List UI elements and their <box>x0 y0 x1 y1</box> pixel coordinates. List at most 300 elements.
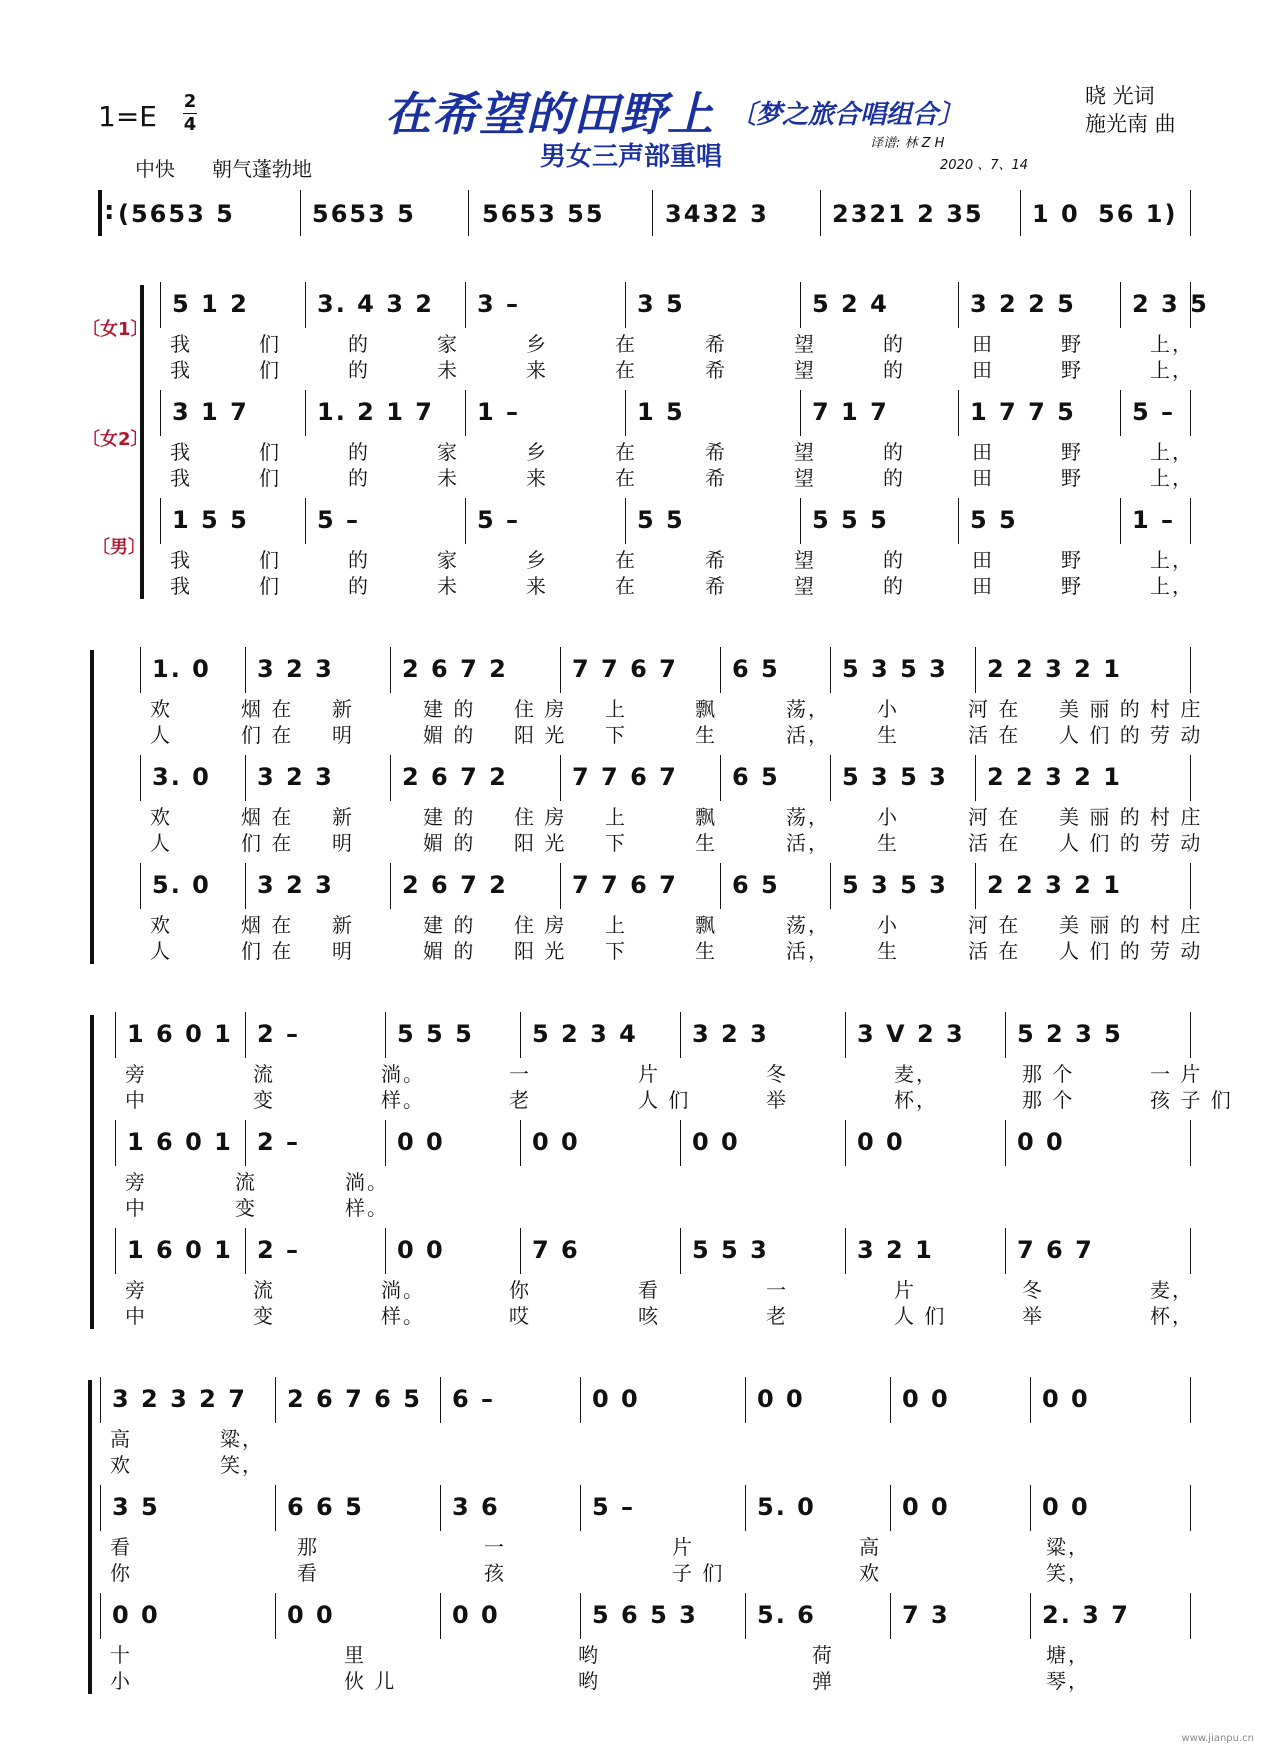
bar-line <box>1120 498 1121 544</box>
lyric-word: 样。 <box>381 1304 425 1328</box>
bar-line <box>390 863 391 909</box>
measure-notes: 7 7 6 7 <box>572 763 678 791</box>
bar-line <box>800 498 801 544</box>
lyric-word: 媚 的 <box>423 831 476 855</box>
measure-notes: 0 0 <box>1017 1128 1065 1156</box>
measure-notes: 5. 0 <box>152 871 211 899</box>
lyric-word: 野 <box>1061 574 1083 598</box>
bar-line <box>1190 390 1191 436</box>
lyric-word: 旁 <box>125 1278 147 1302</box>
measure-notes: 3 2 3 2 7 <box>112 1385 247 1413</box>
measure-notes: 5 3 5 3 <box>842 871 948 899</box>
measure-notes: 3 2 3 <box>257 871 334 899</box>
part-label-male: 〔男〕 <box>92 537 146 558</box>
bar-line <box>1190 1228 1191 1274</box>
measure-notes: 5 3 5 3 <box>842 763 948 791</box>
lyric-word: 片 <box>638 1062 660 1086</box>
meter-bottom: 4 <box>183 114 197 135</box>
system-brace <box>90 650 94 964</box>
measure-notes: 3 6 <box>452 1493 500 1521</box>
lyric-word: 片 <box>672 1535 694 1559</box>
lyric-word: 们 <box>259 440 281 464</box>
lyric-word: 淌。 <box>381 1278 425 1302</box>
lyric-word: 流 <box>253 1278 275 1302</box>
transcriber-credit: 译谱: 林 Z H <box>870 136 945 151</box>
lyric-word: 生 <box>695 831 717 855</box>
lyric-word: 人 们 <box>638 1088 691 1112</box>
lyric-word: 望 <box>794 358 816 382</box>
lyric-word: 我 <box>170 466 192 490</box>
lyric-word: 来 <box>526 466 548 490</box>
bar-line <box>1120 390 1121 436</box>
measure-notes: 6 5 <box>732 655 780 683</box>
bar-line <box>140 755 141 801</box>
bar-line <box>1190 1012 1191 1058</box>
bar-line <box>720 863 721 909</box>
bar-line <box>560 755 561 801</box>
lyric-word: 生 <box>877 939 899 963</box>
lyric-word: 片 <box>894 1278 916 1302</box>
bar-line <box>115 1120 116 1166</box>
lyric-word: 荷 <box>812 1643 834 1667</box>
lyric-word: 冬 <box>1022 1278 1044 1302</box>
lyric-word: 上， <box>1150 332 1194 356</box>
lyric-word: 高 <box>859 1535 881 1559</box>
lyric-word: 活 在 <box>968 939 1021 963</box>
lyric-word: 中 <box>125 1088 147 1112</box>
measure-notes: 7 7 6 7 <box>572 871 678 899</box>
lyric-word: 小 <box>110 1669 132 1693</box>
measure-notes: 3. 4 3 2 <box>317 290 434 318</box>
lyric-word: 那 个 <box>1022 1062 1075 1086</box>
bar-line <box>440 1485 441 1531</box>
measure-notes: 0 0 <box>592 1385 640 1413</box>
bar-line <box>745 1485 746 1531</box>
key-signature: 1=E <box>98 100 157 133</box>
lyric-word: 的 <box>883 548 905 572</box>
bar-line <box>100 1377 101 1423</box>
lyric-word: 媚 的 <box>423 723 476 747</box>
bar-line <box>390 647 391 693</box>
lyric-word: 流 <box>253 1062 275 1086</box>
bar-line <box>890 1593 891 1639</box>
lyric-word: 的 <box>883 332 905 356</box>
bar-line <box>1190 755 1191 801</box>
performer-label: 〔梦之旅合唱组合〕 <box>730 100 965 130</box>
measure-notes: 5 – <box>317 506 361 534</box>
lyric-word: 上 <box>605 805 627 829</box>
lyric-word: 杯， <box>1150 1304 1194 1328</box>
lyric-word: 在 <box>615 358 637 382</box>
measure-notes: 3 2 3 <box>692 1020 769 1048</box>
lyric-word: 生 <box>877 831 899 855</box>
bar-line <box>140 647 141 693</box>
bar-line <box>580 1377 581 1423</box>
bar-line <box>385 1012 386 1058</box>
lyric-word: 欢 <box>150 697 172 721</box>
lyric-word: 生 <box>695 723 717 747</box>
bar-line <box>1030 1377 1031 1423</box>
lyric-word: 住 房 <box>514 805 567 829</box>
measure-notes: 3 5 <box>637 290 685 318</box>
measure-notes: 5 5 5 <box>397 1020 474 1048</box>
lyric-word: 中 <box>125 1304 147 1328</box>
lyric-word: 们 <box>259 466 281 490</box>
lyric-word: 旁 <box>125 1170 147 1194</box>
measure-notes: 5. 0 <box>757 1493 816 1521</box>
bar-line <box>1005 1012 1006 1058</box>
measure-notes: 1 – <box>1132 506 1176 534</box>
lyric-word: 在 <box>615 548 637 572</box>
measure-notes: 5 – <box>592 1493 636 1521</box>
lyric-word: 笑， <box>1046 1561 1090 1585</box>
lyric-word: 变 <box>253 1088 275 1112</box>
lyric-word: 淌。 <box>381 1062 425 1086</box>
lyric-word: 望 <box>794 548 816 572</box>
lyric-word: 活 在 <box>968 723 1021 747</box>
bar-line <box>160 282 161 328</box>
measure-notes: 0 0 <box>692 1128 740 1156</box>
bar-line <box>465 282 466 328</box>
measure-notes: 2. 3 7 <box>1042 1601 1130 1629</box>
bar-line <box>385 1120 386 1166</box>
lyric-word: 的 <box>883 358 905 382</box>
measure-notes: 2 – <box>257 1236 301 1264</box>
intro-measure: 1 0 <box>1032 200 1080 228</box>
measure-notes: 1 6 0 1 <box>127 1128 233 1156</box>
bar-line <box>390 755 391 801</box>
lyric-word: 望 <box>794 332 816 356</box>
lyric-word: 的 <box>348 574 370 598</box>
lyric-word: 未 <box>437 358 459 382</box>
lyric-word: 建 的 <box>423 913 476 937</box>
site-watermark: www.jianpu.cn <box>1181 1733 1254 1744</box>
measure-notes: 0 0 <box>532 1128 580 1156</box>
bar-line <box>745 1593 746 1639</box>
lyric-word: 村 庄 <box>1150 913 1203 937</box>
lyric-word: 变 <box>235 1196 257 1220</box>
lyric-word: 人 们 的 <box>1059 831 1142 855</box>
bar-line <box>275 1377 276 1423</box>
part-label-female2: 〔女2〕 <box>82 429 149 450</box>
measure-notes: 6 6 5 <box>287 1493 364 1521</box>
system-brace <box>140 285 144 599</box>
lyric-word: 们 在 <box>241 939 294 963</box>
bar-line <box>520 1228 521 1274</box>
lyric-word: 上， <box>1150 574 1194 598</box>
measure-notes: 0 0 <box>902 1493 950 1521</box>
measure-notes: 2 2 3 2 1 <box>987 871 1122 899</box>
lyric-word: 的 <box>348 332 370 356</box>
lyric-word: 人 <box>150 939 172 963</box>
measure-notes: 6 5 <box>732 871 780 899</box>
lyric-word: 举 <box>766 1088 788 1112</box>
lyric-word: 希 <box>705 440 727 464</box>
measure-notes: 3 2 3 <box>257 655 334 683</box>
bar-line <box>845 1120 846 1166</box>
lyric-word: 飘 <box>695 697 717 721</box>
bar-line <box>115 1228 116 1274</box>
lyric-word: 塘， <box>1046 1643 1090 1667</box>
lyric-word: 上 <box>605 697 627 721</box>
lyric-word: 美 丽 的 <box>1059 913 1142 937</box>
lyric-word: 活， <box>786 723 830 747</box>
lyric-word: 未 <box>437 574 459 598</box>
bar-line <box>580 1593 581 1639</box>
lyric-word: 们 <box>259 548 281 572</box>
bar-line <box>385 1228 386 1274</box>
lyric-word: 麦， <box>1150 1278 1194 1302</box>
measure-notes: 3 V 2 3 <box>857 1020 965 1048</box>
lyric-word: 我 <box>170 548 192 572</box>
lyric-word: 媚 的 <box>423 939 476 963</box>
lyric-word: 在 <box>615 332 637 356</box>
lyric-word: 下 <box>605 831 627 855</box>
lyric-word: 美 丽 的 <box>1059 805 1142 829</box>
lyric-word: 住 房 <box>514 697 567 721</box>
lyric-word: 欢 <box>110 1453 132 1477</box>
lyric-word: 上， <box>1150 548 1194 572</box>
lyric-word: 望 <box>794 440 816 464</box>
lyric-word: 家 <box>437 440 459 464</box>
lyric-word: 们 <box>259 332 281 356</box>
time-signature <box>180 92 200 135</box>
lyric-word: 我 <box>170 440 192 464</box>
intro-measure: (5653 5 <box>118 200 235 228</box>
tempo-marking: 中快 <box>135 157 175 181</box>
measure-notes: 2 2 3 2 1 <box>987 655 1122 683</box>
bar-line <box>465 390 466 436</box>
lyric-word: 粱， <box>220 1427 264 1451</box>
bar-line <box>245 1120 246 1166</box>
measure-notes: 1 7 7 5 <box>970 398 1076 426</box>
measure-notes: 7 6 7 <box>1017 1236 1094 1264</box>
lyric-word: 旁 <box>125 1062 147 1086</box>
bar-line <box>890 1377 891 1423</box>
measure-notes: 5 5 <box>637 506 685 534</box>
lyric-word: 流 <box>235 1170 257 1194</box>
lyric-word: 明 <box>332 723 354 747</box>
measure-notes: 1 – <box>477 398 521 426</box>
lyric-word: 荡， <box>786 697 830 721</box>
lyric-word: 在 <box>615 574 637 598</box>
lyric-word: 田 <box>972 466 994 490</box>
lyric-word: 杯， <box>894 1088 938 1112</box>
measure-notes: 1 5 5 <box>172 506 249 534</box>
lyric-word: 建 的 <box>423 805 476 829</box>
measure-notes: 5. 6 <box>757 1601 816 1629</box>
lyric-word: 欢 <box>150 913 172 937</box>
bar-line <box>100 1485 101 1531</box>
bar-line <box>520 1012 521 1058</box>
lyric-word: 你 <box>110 1561 132 1585</box>
lyric-word: 希 <box>705 466 727 490</box>
lyric-word: 的 <box>883 574 905 598</box>
lyric-word: 田 <box>972 548 994 572</box>
transcription-date: 2020 、7、14 <box>940 158 1029 173</box>
bar-line <box>680 1228 681 1274</box>
lyric-word: 冬 <box>766 1062 788 1086</box>
composer-credit: 施光南 曲 <box>1085 112 1176 136</box>
measure-notes: 3 2 2 5 <box>970 290 1076 318</box>
bar-line <box>720 755 721 801</box>
lyric-word: 野 <box>1061 548 1083 572</box>
bar-line <box>560 647 561 693</box>
bar-line <box>720 647 721 693</box>
lyric-word: 的 <box>348 466 370 490</box>
measure-notes: 6 – <box>452 1385 496 1413</box>
lyric-word: 野 <box>1061 466 1083 490</box>
bar-line <box>975 647 976 693</box>
bar-line <box>975 863 976 909</box>
measure-notes: 2 3 5 <box>1132 290 1209 318</box>
bar-line <box>958 282 959 328</box>
bar-line <box>245 1228 246 1274</box>
bar-line <box>245 1012 246 1058</box>
intro-measure: 3432 3 <box>665 200 769 228</box>
lyric-word: 家 <box>437 548 459 572</box>
measure-notes: 0 0 <box>857 1128 905 1156</box>
bar-line <box>1190 1485 1191 1531</box>
lyric-word: 家 <box>437 332 459 356</box>
measure-notes: 3 – <box>477 290 521 318</box>
bar-line <box>800 282 801 328</box>
bar-line <box>1190 1377 1191 1423</box>
measure-notes: 5 1 2 <box>172 290 249 318</box>
lyric-word: 的 <box>348 440 370 464</box>
lyric-word: 活 在 <box>968 831 1021 855</box>
bar-line <box>1190 863 1191 909</box>
lyric-word: 烟 在 <box>241 805 294 829</box>
lyric-word: 阳 光 <box>514 723 567 747</box>
bar-line <box>958 498 959 544</box>
lyric-word: 那 个 <box>1022 1088 1075 1112</box>
bar-line <box>305 390 306 436</box>
lyric-word: 们 在 <box>241 723 294 747</box>
measure-notes: 2 6 7 2 <box>402 871 508 899</box>
measure-notes: 3 2 1 <box>857 1236 934 1264</box>
meter-top: 2 <box>183 91 197 112</box>
bar-line <box>1190 1120 1191 1166</box>
lyric-word: 希 <box>705 332 727 356</box>
lyric-word: 望 <box>794 466 816 490</box>
bar-line <box>680 1120 681 1166</box>
lyric-word: 在 <box>615 440 637 464</box>
lyric-word: 看 <box>297 1561 319 1585</box>
lyric-word: 老 <box>509 1088 531 1112</box>
measure-notes: 3. 0 <box>152 763 211 791</box>
measure-notes: 7 1 7 <box>812 398 889 426</box>
measure-notes: 0 0 <box>287 1601 335 1629</box>
intro-measure: 5653 55 <box>482 200 605 228</box>
measure-notes: 1. 2 1 7 <box>317 398 434 426</box>
bar-line <box>115 1012 116 1058</box>
lyric-word: 的 <box>348 358 370 382</box>
measure-notes: 6 5 <box>732 763 780 791</box>
measure-notes: 7 7 6 7 <box>572 655 678 683</box>
lyric-word: 们 在 <box>241 831 294 855</box>
bar-line <box>160 390 161 436</box>
bar-line <box>975 755 976 801</box>
bar-line <box>245 863 246 909</box>
lyric-word: 在 <box>615 466 637 490</box>
measure-notes: 5 2 3 5 <box>1017 1020 1123 1048</box>
measure-notes: 5 – <box>1132 398 1176 426</box>
lyric-word: 新 <box>332 697 354 721</box>
lyric-word: 里 <box>344 1643 366 1667</box>
lyric-word: 老 <box>766 1304 788 1328</box>
lyric-word: 变 <box>253 1304 275 1328</box>
lyric-word: 田 <box>972 332 994 356</box>
lyric-word: 烟 在 <box>241 697 294 721</box>
lyric-word: 建 的 <box>423 697 476 721</box>
lyric-word: 活， <box>786 939 830 963</box>
bar-line <box>160 498 161 544</box>
measure-notes: 5 – <box>477 506 521 534</box>
bar-line <box>625 282 626 328</box>
lyric-word: 样。 <box>345 1196 389 1220</box>
lyric-word: 望 <box>794 574 816 598</box>
lyric-word: 人 们 的 <box>1059 939 1142 963</box>
system-brace <box>88 1380 92 1694</box>
bar-line <box>625 390 626 436</box>
bar-line <box>275 1485 276 1531</box>
intro-measure: 5653 5 <box>312 200 416 228</box>
bar-line <box>1190 1593 1191 1639</box>
lyric-word: 阳 光 <box>514 831 567 855</box>
lyric-word: 劳 动 <box>1150 831 1203 855</box>
bar-line <box>245 755 246 801</box>
lyric-word: 一 片 <box>1150 1062 1203 1086</box>
lyric-word: 中 <box>125 1196 147 1220</box>
measure-notes: 3 1 7 <box>172 398 249 426</box>
lyric-word: 一 <box>509 1062 531 1086</box>
lyric-word: 田 <box>972 574 994 598</box>
lyric-word: 下 <box>605 939 627 963</box>
lyric-word: 哟 <box>578 1669 600 1693</box>
lyric-word: 欢 <box>150 805 172 829</box>
lyric-word: 人 们 <box>894 1304 947 1328</box>
lyric-word: 劳 动 <box>1150 939 1203 963</box>
bar-line <box>830 863 831 909</box>
lyric-word: 野 <box>1061 332 1083 356</box>
lyric-word: 飘 <box>695 913 717 937</box>
lyric-word: 来 <box>526 574 548 598</box>
lyric-word: 孩 子 们 <box>1150 1088 1233 1112</box>
lyric-word: 人 <box>150 723 172 747</box>
lyric-word: 小 <box>877 913 899 937</box>
bar-line <box>100 1593 101 1639</box>
lyric-word: 一 <box>484 1535 506 1559</box>
lyric-word: 明 <box>332 939 354 963</box>
lyric-word: 举 <box>1022 1304 1044 1328</box>
bar-line <box>245 647 246 693</box>
measure-notes: 5 5 3 <box>692 1236 769 1264</box>
measure-notes: 5 3 5 3 <box>842 655 948 683</box>
lyric-word: 飘 <box>695 805 717 829</box>
measure-notes: 3 5 <box>112 1493 160 1521</box>
lyric-word: 村 庄 <box>1150 805 1203 829</box>
lyric-word: 哟 <box>578 1643 600 1667</box>
lyric-word: 咳 <box>638 1304 660 1328</box>
measure-notes: 7 6 <box>532 1236 580 1264</box>
lyric-word: 田 <box>972 358 994 382</box>
lyric-word: 们 <box>259 574 281 598</box>
bar-line <box>440 1593 441 1639</box>
measure-notes: 1 5 <box>637 398 685 426</box>
bar-line <box>830 755 831 801</box>
expression-marking: 朝气蓬勃地 <box>212 157 312 181</box>
